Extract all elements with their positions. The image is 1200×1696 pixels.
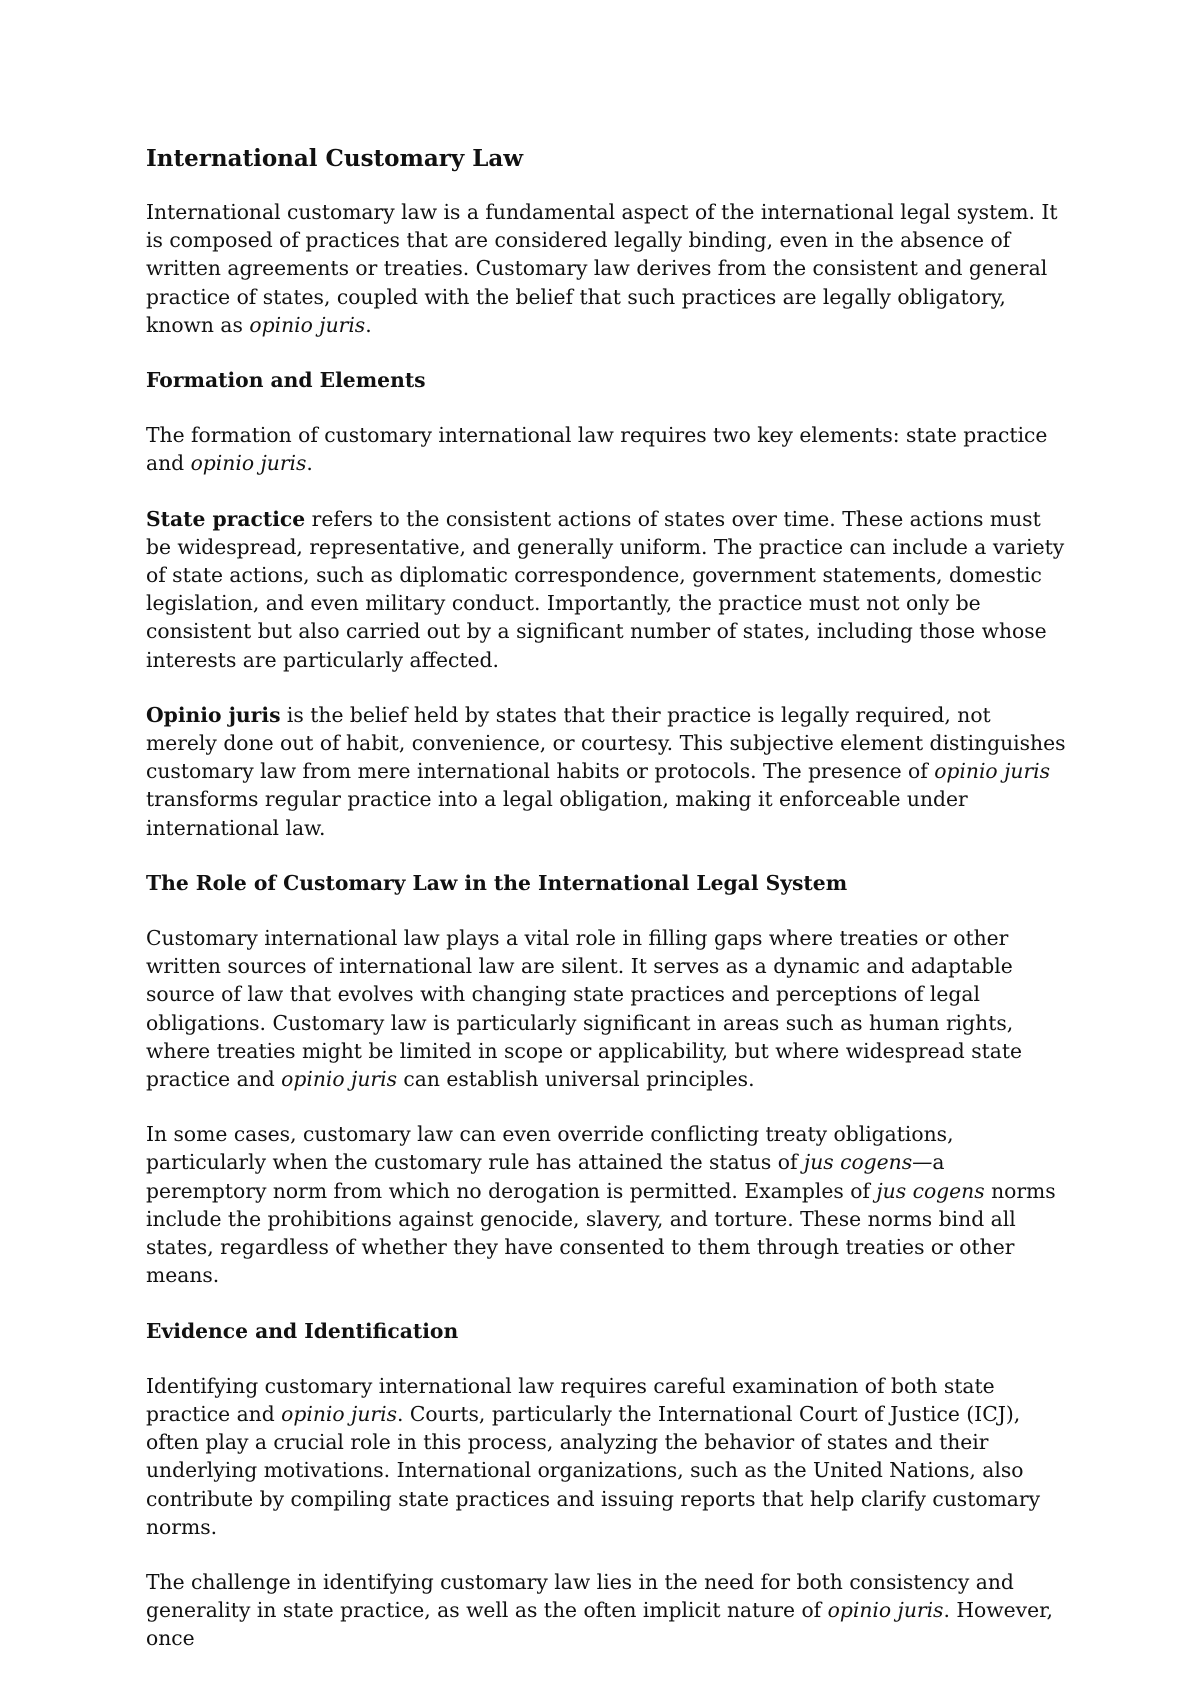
text-run: International customary law is a fundamental aspect of the international legal system. It is composed of practices that are considered legally binding, even in the absence of written agreements or treaties. Customary law derives from the consistent and general practice of states, coupled with the belief that such practices are legally obligatory, known as xyxy=(146,200,1058,337)
section-heading-formation: Formation and Elements xyxy=(146,368,426,393)
paragraph-role-1 xyxy=(146,924,1066,1093)
italic-term: opinio juris xyxy=(249,312,366,337)
italic-term: opinio juris xyxy=(190,451,307,476)
text-run: . xyxy=(306,451,313,476)
text-run: . However, once xyxy=(146,1598,1053,1651)
text-run: refers to the consistent actions of states over time. These actions must be widespread, representative, and generally uniform. The practice can include a variety of state actions, such as diplomatic correspondence, government statements, domestic legislation, and even military conduct. Importantly, the practice must not only be consistent but also carried out by a significant number of states, including those whose interests are particularly affected. xyxy=(146,506,1065,672)
bold-term: Opinio juris xyxy=(146,702,281,727)
text-run: norms include the prohibitions against genocide, slavery, and torture. These norms bind all states, regardless of whether they have consented to them through treaties or other means. xyxy=(146,1178,1056,1288)
italic-term: jus cogens xyxy=(803,1150,913,1175)
bold-term: State practice xyxy=(146,506,306,531)
text-run: can establish universal principles. xyxy=(396,1067,755,1092)
text-run: is the belief held by states that their practice is legally required, not merely done out of habit, convenience, or courtesy. This subjective element distinguishes customary law from mere international habits or protocols. The presence of xyxy=(146,702,1066,784)
italic-term: opinio juris xyxy=(281,1067,397,1092)
document-page xyxy=(146,144,1066,1653)
text-run: —a peremptory norm from which no derogation is permitted. Examples of xyxy=(146,1150,945,1203)
text-run: The challenge in identifying customary law lies in the need for both consistency and generality in state practice, as well as the often implicit nature of xyxy=(146,1569,1014,1623)
document-title: International Customary Law xyxy=(146,145,524,172)
intro-paragraph xyxy=(146,198,1066,339)
text-run: In some cases, customary law can even override conflicting treaty obligations, particularly when the customary rule has attained the status of xyxy=(146,1122,954,1175)
italic-term: opinio juris xyxy=(934,759,1051,784)
paragraph-evidence-1 xyxy=(146,1372,1066,1541)
text-run: . Courts, particularly the International Court of Justice (ICJ), often play a crucial role in this process, analyzing the behavior of states and their underlying motivations. International organizations, such as the United Nations, also contribute by compiling state practices and issuing reports that help clarify customary norms. xyxy=(146,1401,1041,1539)
italic-term: opinio juris xyxy=(827,1598,944,1623)
paragraph-role-2 xyxy=(146,1120,1066,1289)
paragraph-evidence-2 xyxy=(146,1568,1066,1653)
section-heading-evidence: Evidence and Identification xyxy=(146,1318,459,1343)
italic-term: opinio juris xyxy=(281,1401,397,1426)
text-run: Customary international law plays a vital role in filling gaps where treaties or other written sources of international law are silent. It serves as a dynamic and adaptable source of law that evolves with changing state practices and perceptions of legal obligations. Customary law is particularly significant in areas such as human rights, where treaties might be limited in scope or applicability, but where widespread state practice and xyxy=(146,926,1023,1092)
italic-term: jus cogens xyxy=(876,1178,985,1203)
text-run: The formation of customary international law requires two key elements: state practice and xyxy=(146,423,1048,476)
section-heading-role: The Role of Customary Law in the International Legal System xyxy=(146,870,848,895)
text-run: Identifying customary international law requires careful examination of both state practice and xyxy=(146,1373,995,1426)
paragraph-state-practice xyxy=(146,505,1066,674)
paragraph-formation-1 xyxy=(146,421,1066,477)
text-run: . xyxy=(365,312,372,337)
paragraph-opinio-juris xyxy=(146,701,1066,842)
text-run: transforms regular practice into a legal obligation, making it enforceable under international law. xyxy=(146,787,968,840)
